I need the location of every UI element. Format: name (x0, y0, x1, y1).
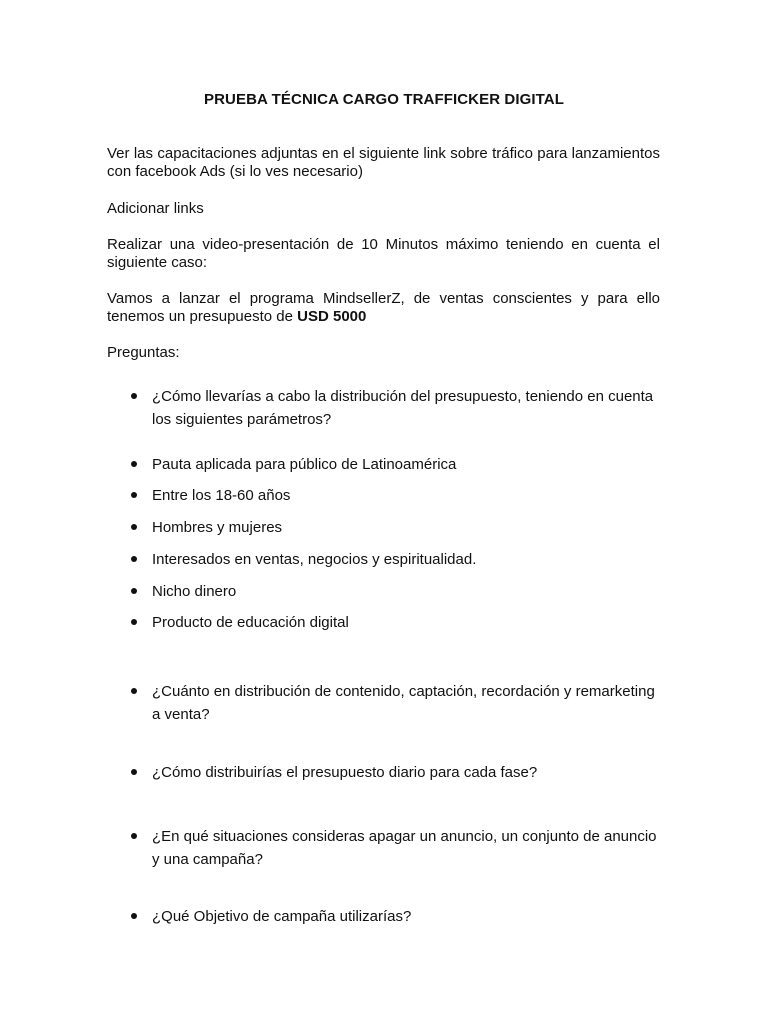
bullet-dot-icon (131, 619, 137, 625)
bullet-text: Interesados en ventas, negocios y espiritualidad. (152, 551, 477, 568)
bullet-text: ¿Cómo distribuirías el presupuesto diario para cada fase? (152, 764, 538, 781)
bullet-dot-icon (131, 524, 137, 530)
bullet-text: Nicho dinero (152, 583, 237, 600)
bullet-text: Entre los 18-60 años (152, 487, 291, 504)
bullet-dot-icon (131, 556, 137, 562)
paragraph-lanzamiento (107, 290, 660, 326)
paragraph-adicionar-links: Adicionar links (107, 200, 204, 217)
bullet-text: Pauta aplicada para público de Latinoamérica (152, 456, 457, 473)
bullet-dot-icon (131, 833, 137, 839)
paragraph-capacitaciones: Ver las capacitaciones adjuntas en el siguiente link sobre tráfico para lanzamientos con facebook Ads (si lo ves necesario) (107, 145, 660, 180)
bullet-text: Hombres y mujeres (152, 519, 283, 536)
paragraph-video-presentacion: Realizar una video-presentación de 10 Minutos máximo teniendo en cuenta el siguiente caso: (107, 236, 660, 271)
bullet-text: ¿Cómo llevarías a cabo la distribución del presupuesto, teniendo en cuenta los siguientes parámetros? (152, 388, 654, 428)
bullet-dot-icon (131, 913, 137, 919)
bullet-dot-icon (131, 492, 137, 498)
bullet-text: Producto de educación digital (152, 614, 349, 631)
budget-amount: USD 5000 (297, 308, 367, 325)
bullet-dot-icon (131, 588, 137, 594)
paragraph-preguntas: Preguntas: (107, 344, 180, 361)
paragraph-lanzamiento-text: Vamos a lanzar el programa MindsellerZ, de ventas conscientes y para ello tenemos un presupuesto de (107, 290, 660, 325)
bullet-text: ¿Cuánto en distribución de contenido, captación, recordación y remarketing a venta? (152, 683, 655, 723)
bullet-dot-icon (131, 393, 137, 399)
bullet-dot-icon (131, 461, 137, 467)
document-title: PRUEBA TÉCNICA CARGO TRAFFICKER DIGITAL (204, 91, 564, 108)
bullet-dot-icon (131, 688, 137, 694)
bullet-text: ¿En qué situaciones consideras apagar un anuncio, un conjunto de anuncio y una campaña? (152, 828, 657, 868)
bullet-text: ¿Qué Objetivo de campaña utilizarías? (152, 908, 412, 925)
bullet-dot-icon (131, 769, 137, 775)
